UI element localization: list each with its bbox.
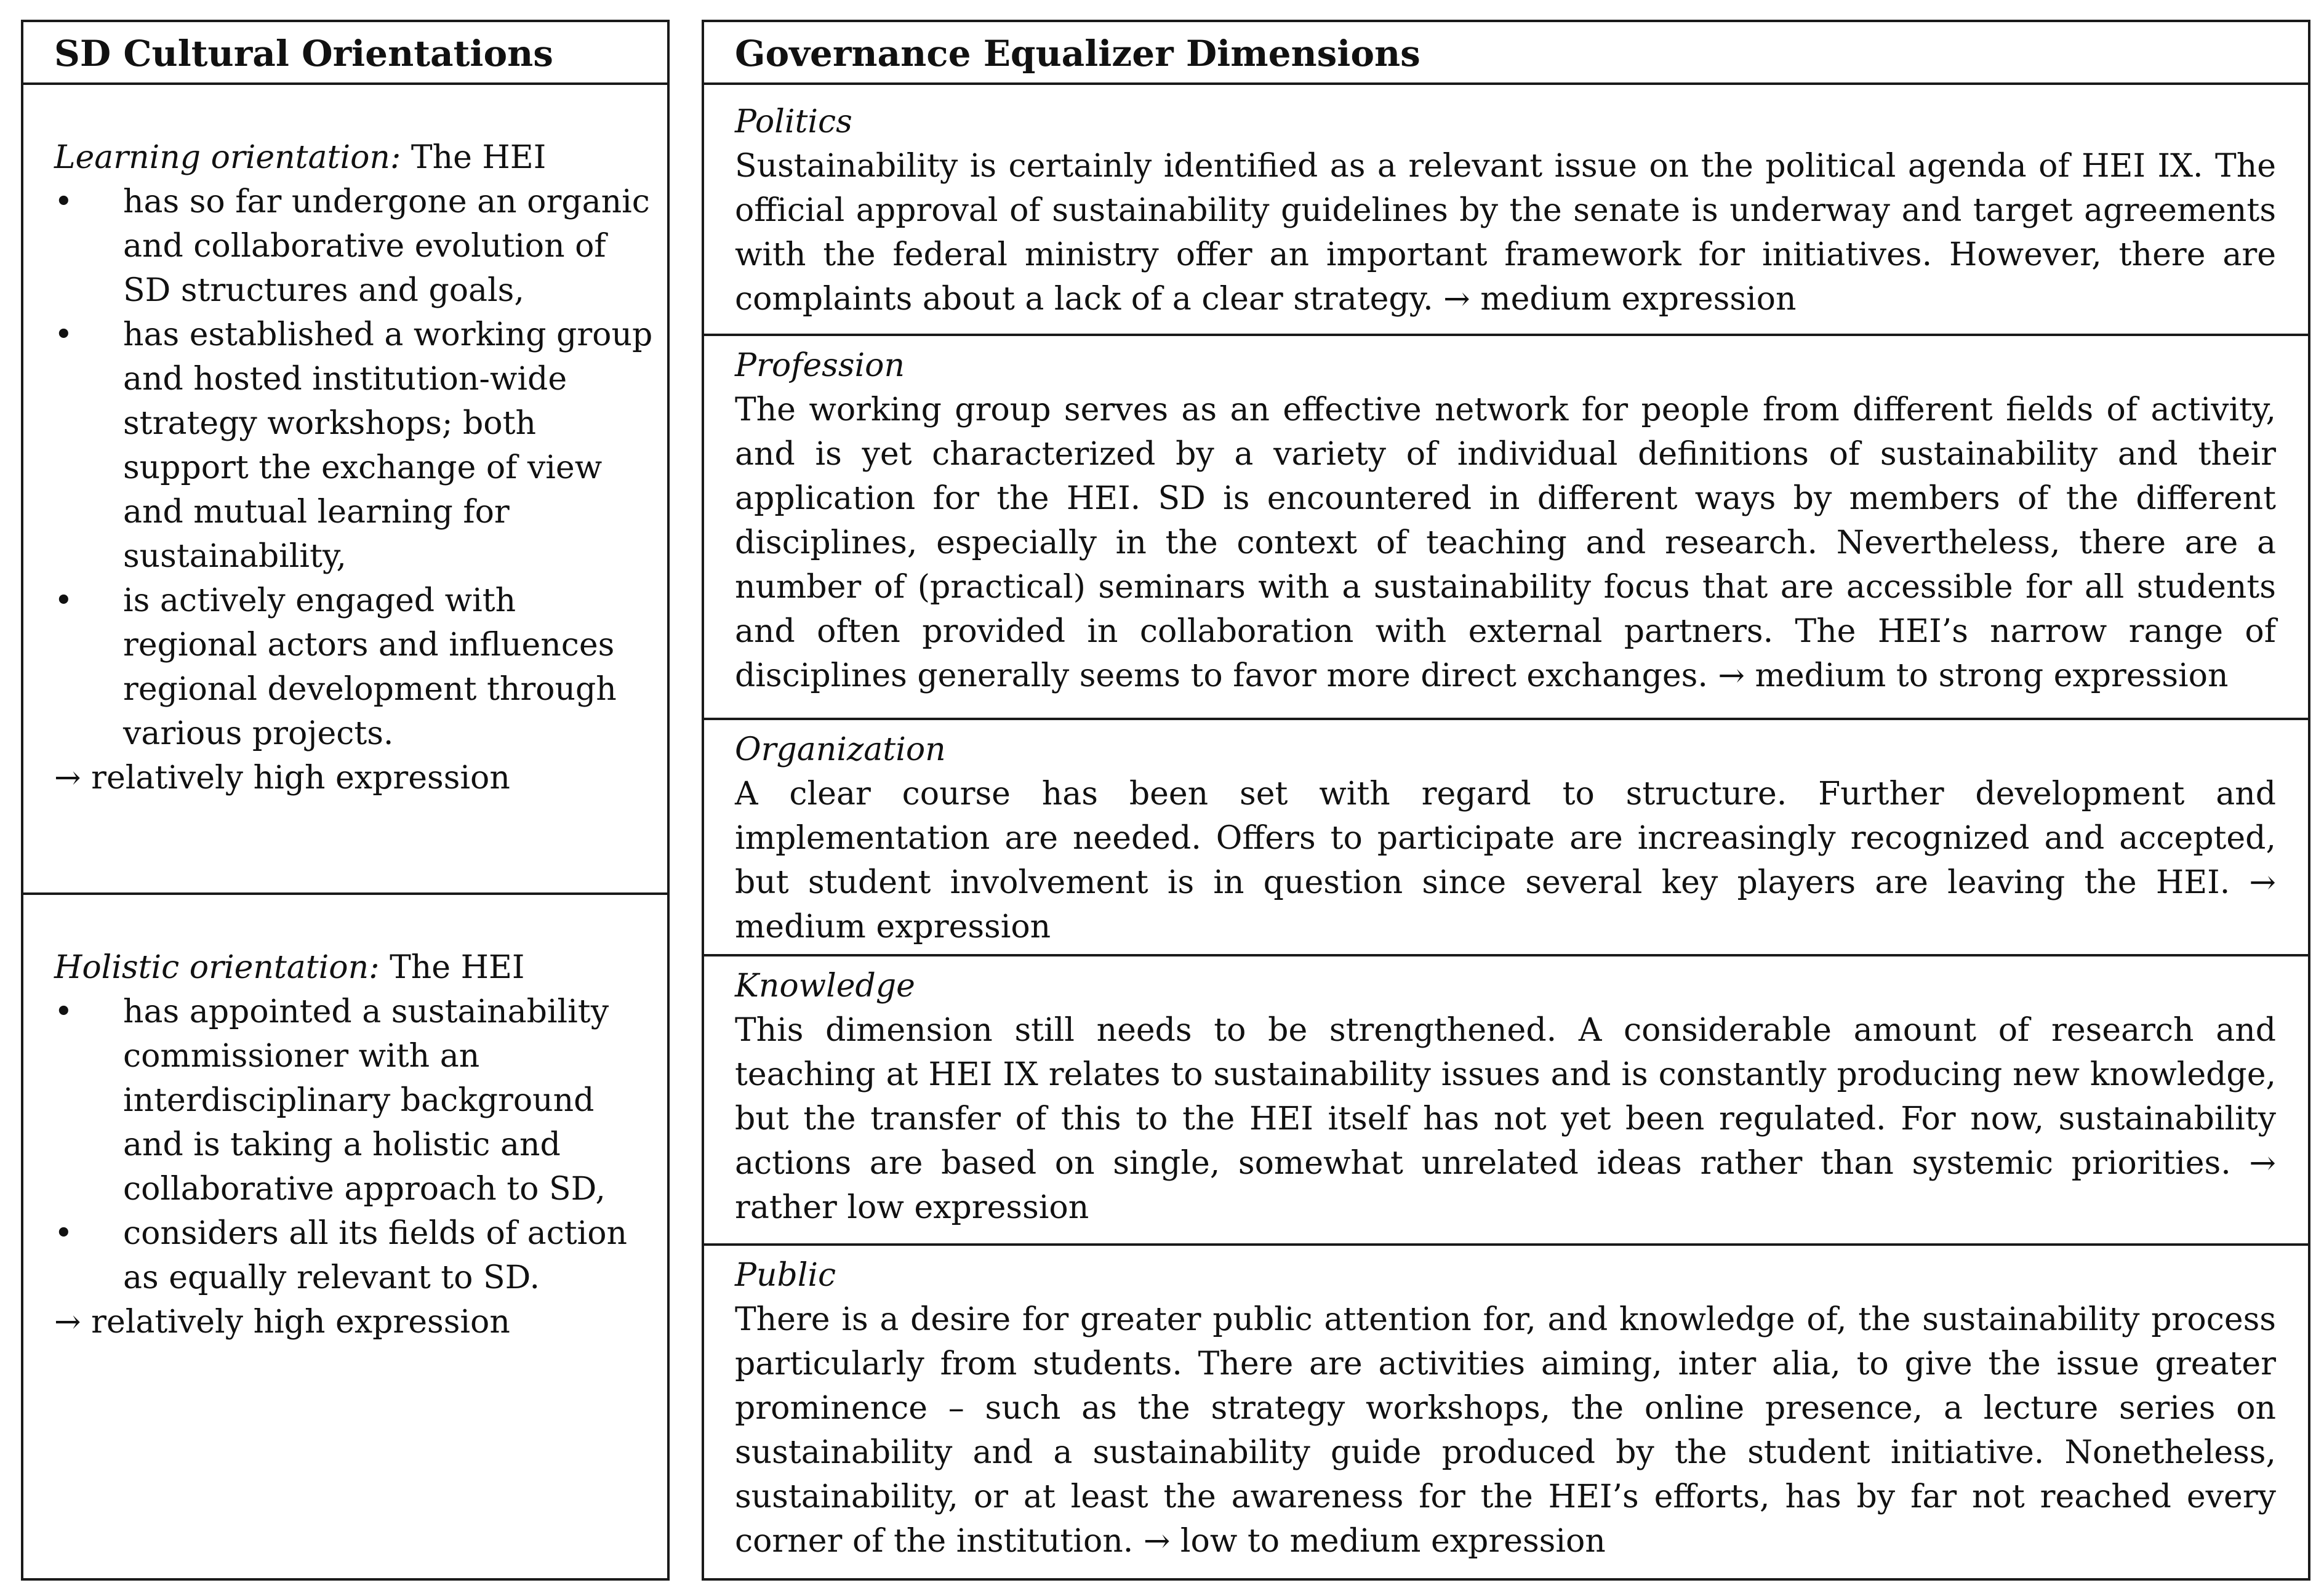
dimension-body: The working group serves as an effective network for people from different fields of activity, and is yet characterized by a variety of individual definitions of sustainability and their application for the HEI. SD is encountered in different ways by members of the different disciplines, especially in the context of teaching and research. Nevertheless, there are a number of (practical) seminars with a sustainability focus that are accessible for all students and often provided in collaboration with external partners. The HEI’s narrow range of disciplines generally seems to favor more direct exchanges. → medium to strong expression <box>735 391 2276 694</box>
dimension-politics <box>704 92 2308 356</box>
learning-orientation-intro <box>54 135 655 180</box>
list-item <box>54 180 655 313</box>
learning-orientation-list <box>54 180 655 756</box>
dimension-title: Public <box>735 1257 836 1294</box>
holistic-orientation-subject: The HEI <box>379 949 525 986</box>
dimension-public <box>704 1243 2308 1581</box>
holistic-orientation-section <box>23 945 667 1344</box>
learning-orientation-subject: The HEI <box>401 139 547 176</box>
dimension-organization <box>704 718 2308 954</box>
bullet-icon: • <box>54 993 73 1030</box>
dimension-knowledge <box>704 954 2308 1243</box>
dimension-title: Organization <box>735 731 946 768</box>
list-item-text: considers all its fields of action as equally relevant to SD. <box>123 1215 628 1296</box>
dimension-body: This dimension still needs to be strengthened. A considerable amount of research and teaching at HEI IX relates to sustainability issues and is constantly producing new knowledge, but the transfer of this to the HEI itself has not yet been regulated. For now, sustainability actions are based on single, somewhat unrelated ideas rather than systemic priorities. → rather low expression <box>735 1012 2276 1226</box>
bullet-icon: • <box>54 1215 73 1252</box>
holistic-orientation-label: Holistic orientation: <box>54 949 380 986</box>
section-divider <box>23 892 667 895</box>
holistic-orientation-list <box>54 990 655 1300</box>
learning-orientation-label: Learning orientation: <box>54 139 401 176</box>
list-item-text: has appointed a sustainability commissioner with an interdisciplinary background and is taking a holistic and collaborative approach to SD, <box>123 993 609 1208</box>
list-item <box>54 1211 655 1300</box>
holistic-orientation-conclusion: → relatively high expression <box>54 1304 510 1341</box>
dimension-title: Knowledge <box>735 968 915 1005</box>
list-item-text: has established a working group and hosted institution-wide strategy workshops; both support the exchange of view and mutual learning for sustainability, <box>123 316 653 575</box>
governance-dimensions-panel <box>702 20 2310 1581</box>
dimension-body: Sustainability is certainly identified as a relevant issue on the political agenda of HEI IX. The official approval of sustainability guidelines by the senate is underway and target agreements with the federal ministry offer an important framework for initiatives. However, there are complaints about a lack of a clear strategy. → medium expression <box>735 148 2276 318</box>
learning-orientation-conclusion: → relatively high expression <box>54 760 510 796</box>
list-item <box>54 579 655 756</box>
cultural-orientations-panel <box>21 20 670 1581</box>
cultural-orientations-header: SD Cultural Orientations <box>23 22 667 85</box>
dimension-body: There is a desire for greater public attention for, and knowledge of, the sustainability process particularly from students. There are activities aiming, inter alia, to give the issue greater prominence – such as the strategy workshops, the online presence, a lecture series on sustainability and a sustainability guide produced by the student initiative. Nonetheless, sustainability, or at least the awareness for the HEI’s efforts, has by far not reached every corner of the institution. → low to medium expression <box>735 1301 2276 1560</box>
learning-orientation-section <box>23 135 667 800</box>
dimension-body: A clear course has been set with regard to structure. Further development and implementation are needed. Offers to participate are increasingly recognized and accepted, but student involvement is in question since several key players are leaving the HEI. → medium expression <box>735 776 2276 945</box>
bullet-icon: • <box>54 316 73 353</box>
list-item <box>54 990 655 1211</box>
governance-dimensions-header: Governance Equalizer Dimensions <box>704 22 2308 85</box>
list-item <box>54 313 655 579</box>
list-item-text: is actively engaged with regional actors and influences regional development through various projects. <box>123 582 617 752</box>
dimension-title: Profession <box>735 347 905 384</box>
dimension-title: Politics <box>735 103 852 140</box>
holistic-orientation-intro <box>54 945 655 990</box>
bullet-icon: • <box>54 183 73 220</box>
dimension-profession <box>704 334 2308 718</box>
bullet-icon: • <box>54 582 73 619</box>
list-item-text: has so far undergone an organic and collaborative evolution of SD structures and goals, <box>123 183 650 309</box>
